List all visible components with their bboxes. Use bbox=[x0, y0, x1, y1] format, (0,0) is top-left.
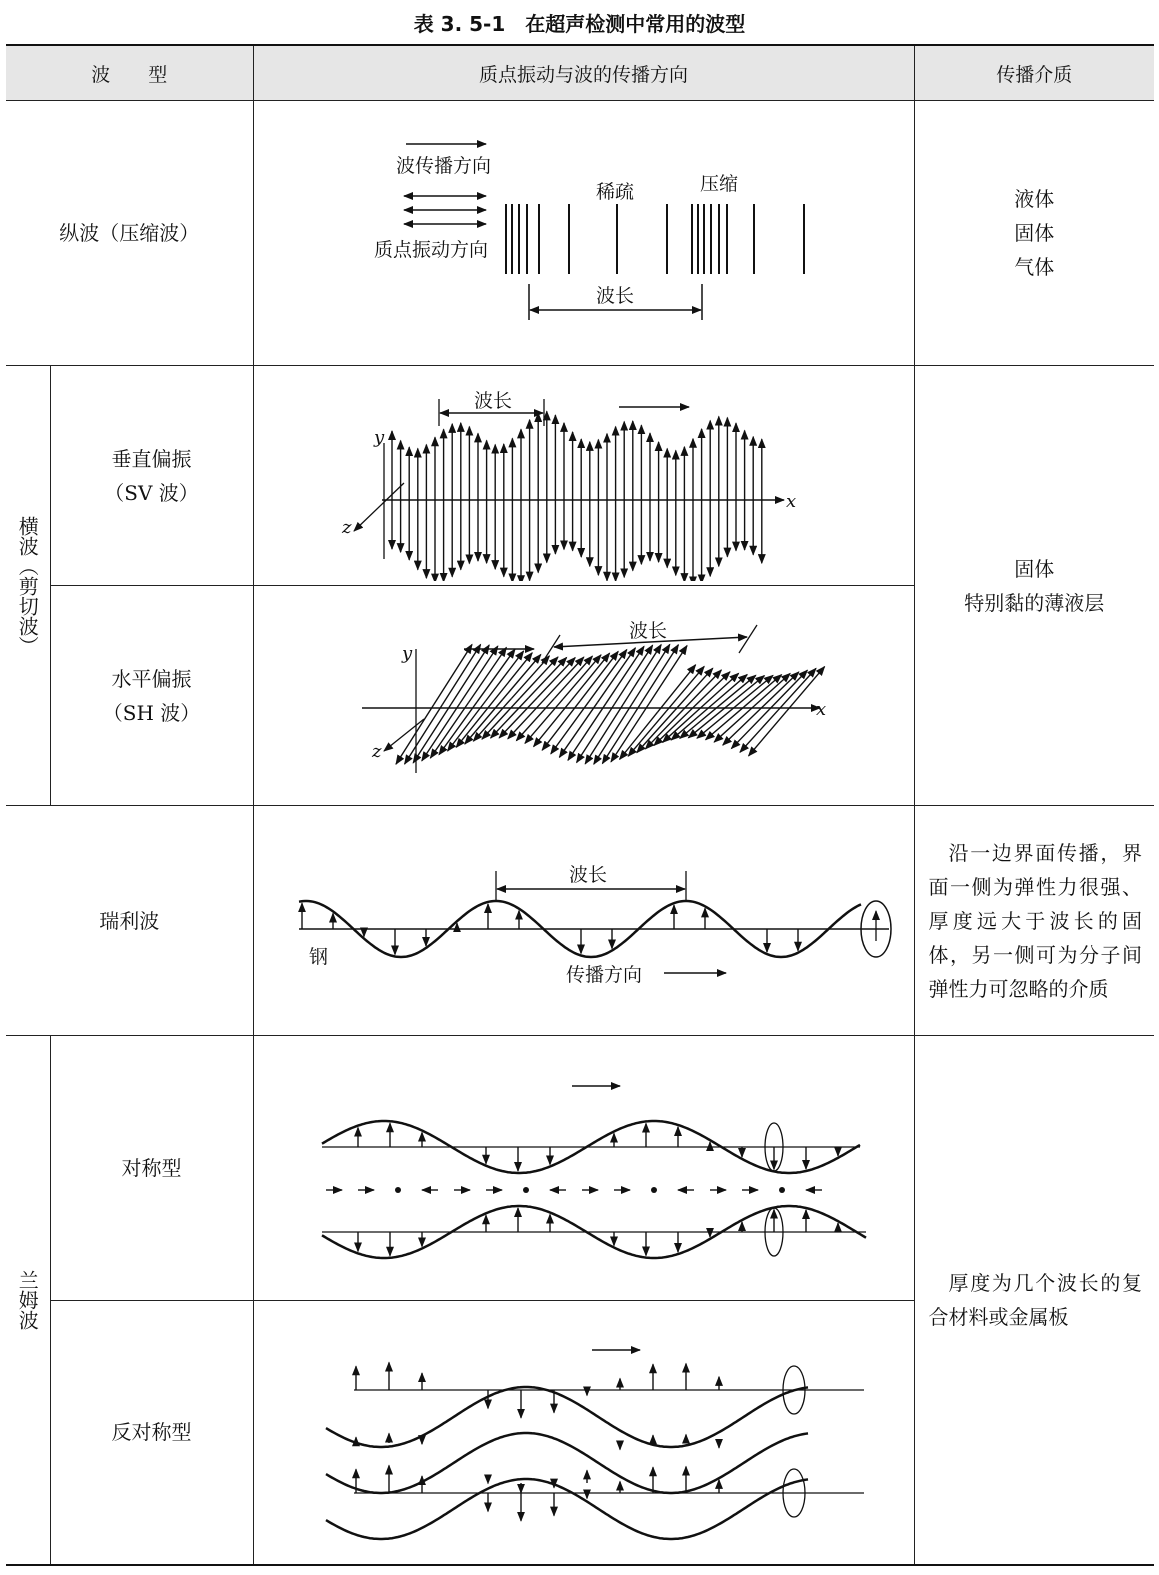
sh-figure-cell bbox=[253, 586, 914, 806]
lamb-antisymmetric-mid-curve bbox=[326, 1433, 808, 1493]
compression-lines bbox=[506, 204, 804, 274]
label-steel: 钢 bbox=[308, 945, 328, 968]
row-rayleigh bbox=[6, 806, 1154, 1036]
sv-figure-cell bbox=[253, 366, 914, 586]
rayleigh-medium-text: 沿一边界面传播，界面一侧为弹性力很强、厚度远大于波长的固体，另一侧可为分子间弹性力可忽略的介质 bbox=[928, 840, 1143, 1001]
lamb-group-label: 兰姆波 bbox=[15, 1269, 40, 1330]
lamb-antisymmetric-figure bbox=[264, 1305, 904, 1560]
lamb-antisymmetric-bottom-curve bbox=[326, 1479, 808, 1539]
sv-vibration-arrows bbox=[392, 411, 762, 581]
label-rarefaction: 稀疏 bbox=[595, 181, 634, 203]
label-propagation: 波传播方向 bbox=[395, 155, 491, 177]
label-compression: 压缩 bbox=[699, 173, 738, 195]
longitudinal-figure-cell bbox=[253, 101, 914, 366]
sh-vibration-arrows bbox=[396, 644, 825, 764]
header-row bbox=[6, 45, 1154, 101]
header-medium: 传播介质 bbox=[914, 45, 1154, 101]
lamb-medium bbox=[914, 1036, 1154, 1565]
sh-name bbox=[50, 586, 253, 806]
lamb-antisymmetric-top-curve bbox=[326, 1387, 808, 1447]
medium-solid-transverse: 固体 bbox=[1014, 556, 1055, 581]
sv-title: 垂直偏振 bbox=[111, 446, 192, 471]
lamb-antisymmetric-figure-cell bbox=[253, 1301, 914, 1565]
label-vibration: 质点振动方向 bbox=[373, 239, 488, 261]
lamb-symmetric-figure bbox=[264, 1041, 904, 1296]
longitudinal-medium bbox=[914, 101, 1154, 366]
label-wavelength-rayleigh: 波长 bbox=[568, 863, 607, 886]
axis-x-sv: x bbox=[785, 490, 796, 512]
sh-subtitle: （SH 波） bbox=[102, 700, 201, 725]
lamb-medium-text: 厚度为几个波长的复合材料或金属板 bbox=[928, 1270, 1143, 1329]
sh-wave-figure bbox=[264, 591, 904, 801]
lamb-symmetric-figure-cell bbox=[253, 1036, 914, 1301]
label-wavelength-longitudinal: 波长 bbox=[595, 285, 634, 307]
medium-gas: 气体 bbox=[1014, 255, 1055, 279]
table-title: 表 3. 5-1 在超声检测中常用的波型 bbox=[413, 12, 746, 36]
row-lamb-symmetric bbox=[6, 1036, 1154, 1301]
medium-viscous-liquid: 特别黏的薄液层 bbox=[964, 590, 1105, 615]
transverse-medium bbox=[914, 366, 1154, 806]
axis-y-sv: y bbox=[373, 426, 384, 448]
wave-types-table bbox=[6, 44, 1154, 1566]
sv-name bbox=[50, 366, 253, 586]
header-direction: 质点振动与波的传播方向 bbox=[253, 45, 914, 101]
lamb-antisymmetric-name: 反对称型 bbox=[50, 1301, 253, 1565]
transverse-group bbox=[6, 366, 50, 806]
label-wavelength-sv: 波长 bbox=[473, 389, 512, 412]
sh-title: 水平偏振 bbox=[111, 666, 192, 691]
axis-z-sh: z bbox=[371, 740, 381, 762]
axis-x-sh: x bbox=[815, 698, 826, 720]
longitudinal-wave-figure bbox=[264, 108, 904, 358]
lamb-symmetric-mid-arrows bbox=[326, 1187, 822, 1193]
sv-subtitle: （SV 波） bbox=[104, 480, 199, 505]
row-longitudinal bbox=[6, 101, 1154, 366]
axis-y-sh: y bbox=[401, 642, 412, 664]
longitudinal-name: 纵波（压缩波） bbox=[6, 101, 253, 366]
rayleigh-medium bbox=[914, 806, 1154, 1036]
rayleigh-wave-figure bbox=[264, 811, 904, 1031]
header-wave-type: 波 型 bbox=[6, 45, 253, 101]
transverse-group-label: 横波（剪切波） bbox=[15, 515, 40, 656]
rayleigh-figure-cell bbox=[253, 806, 914, 1036]
medium-liquid: 液体 bbox=[1014, 187, 1055, 211]
axis-z-sv: z bbox=[341, 516, 351, 538]
row-transverse-sv bbox=[6, 366, 1154, 586]
lamb-symmetric-name: 对称型 bbox=[50, 1036, 253, 1301]
lamb-group bbox=[6, 1036, 50, 1565]
sv-wave-figure bbox=[264, 371, 904, 581]
label-wavelength-sh: 波长 bbox=[628, 619, 667, 642]
medium-solid: 固体 bbox=[1014, 221, 1055, 245]
label-direction-rayleigh: 传播方向 bbox=[565, 963, 642, 986]
rayleigh-name: 瑞利波 bbox=[6, 806, 253, 1036]
